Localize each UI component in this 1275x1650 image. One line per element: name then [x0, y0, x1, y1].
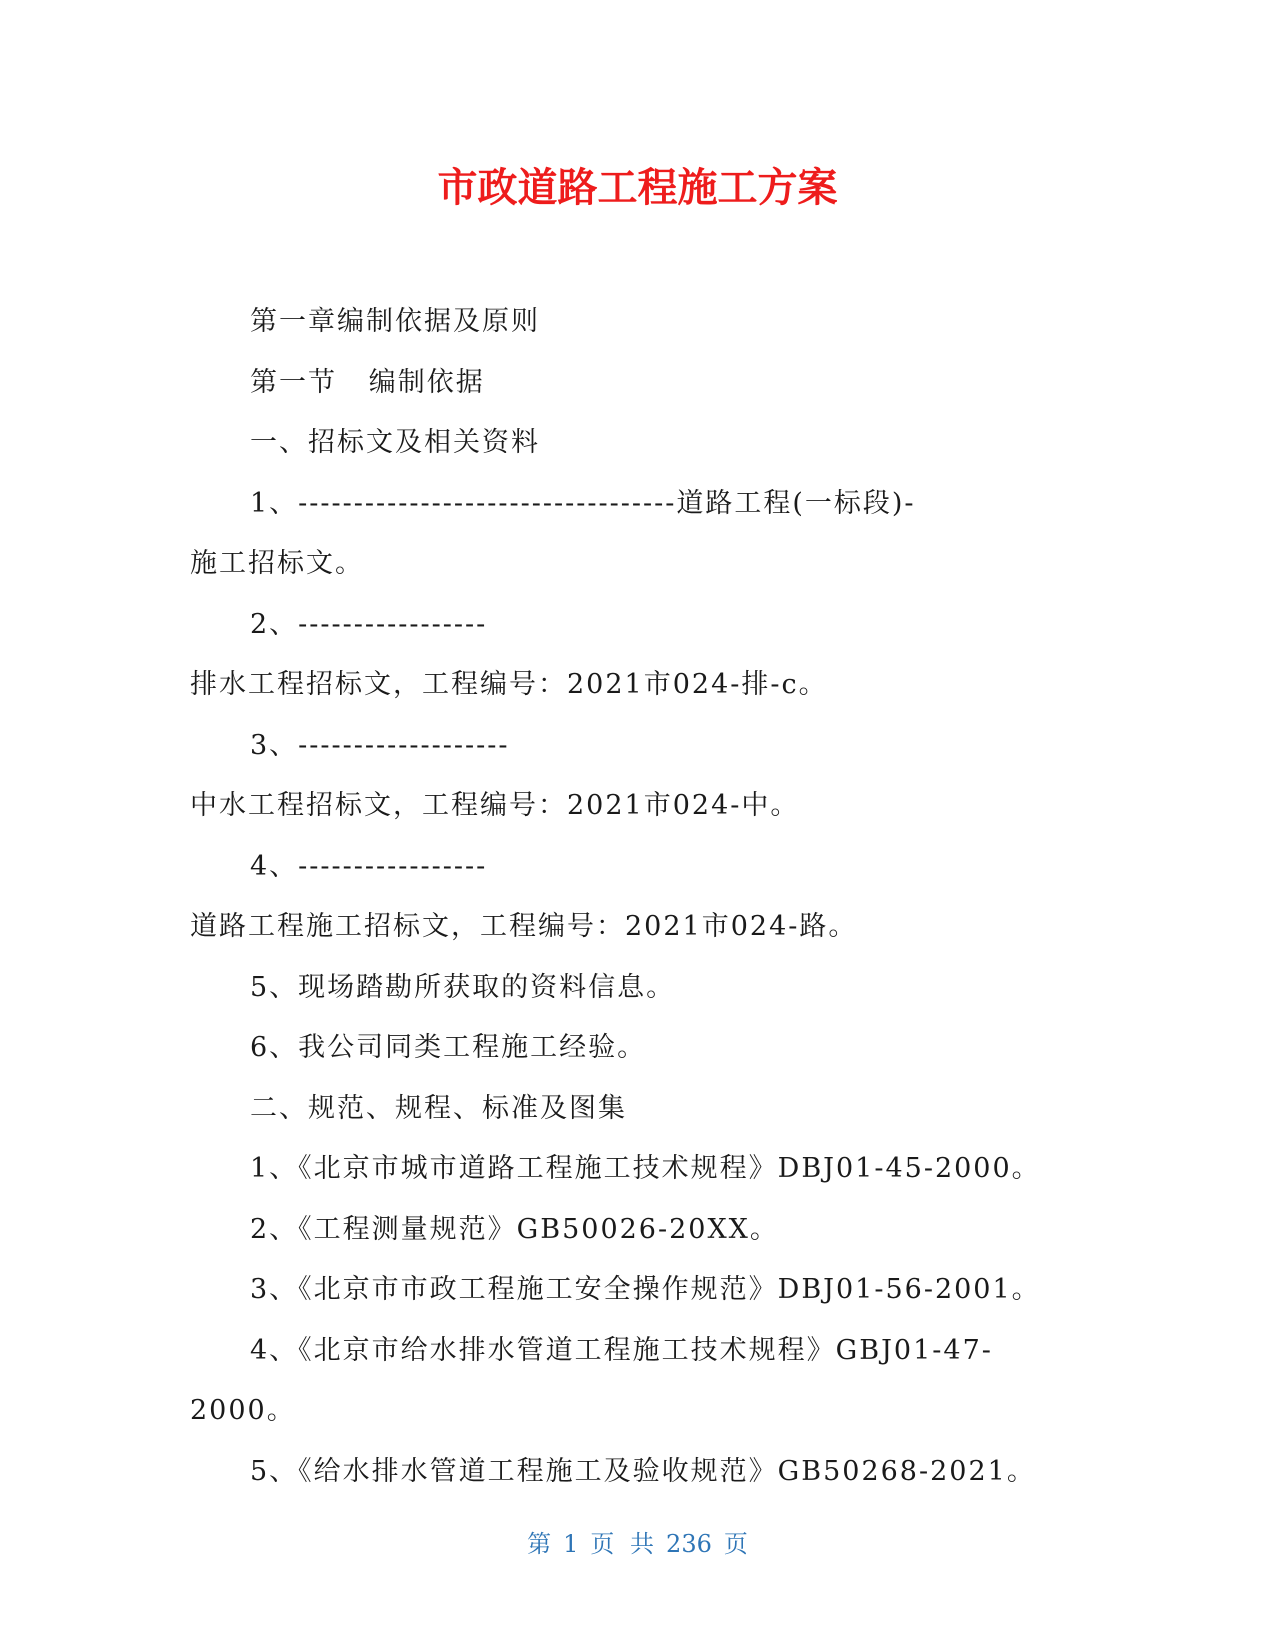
page-footer [0, 1528, 1275, 1560]
list-item: 5、《给水排水管道工程施工及验收规范》GB50268-2021。 [250, 1455, 1036, 1487]
list-item-continuation: 排水工程招标文，工程编号：2021市024-排-c。 [190, 669, 828, 700]
list-item: 3、《北京市市政工程施工安全操作规范》DBJ01-56-2001。 [250, 1274, 1041, 1305]
list-item: 1、----------------------------------道路工程(一标段)- [250, 487, 916, 519]
chapter-heading: 第一章编制依据及原则 [250, 306, 540, 337]
document-title: 市政道路工程施工方案 [437, 165, 838, 211]
subsection-heading: 二、规范、规程、标准及图集 [250, 1092, 627, 1124]
list-item: 2、《工程测量规范》GB50026-20XX。 [250, 1213, 779, 1245]
total-pages-number: 236 [666, 1530, 712, 1558]
list-item: 2、----------------- [250, 608, 488, 640]
list-item-continuation: 2000。 [190, 1395, 296, 1426]
list-item: 4、《北京市给水排水管道工程施工技术规程》GBJ01-47- [250, 1334, 993, 1366]
list-item: 3、------------------- [250, 729, 510, 761]
document-body [190, 292, 1090, 1502]
list-item-continuation: 道路工程施工招标文，工程编号：2021市024-路。 [190, 911, 858, 942]
page-label-suffix: 页 [723, 1530, 748, 1558]
section-heading: 第一节 编制依据 [250, 366, 485, 398]
subsection-heading: 一、招标文及相关资料 [250, 427, 540, 458]
list-item: 6、我公司同类工程施工经验。 [250, 1032, 647, 1063]
page-label-mid: 页 共 [590, 1530, 655, 1558]
list-item: 4、----------------- [250, 850, 488, 882]
list-item-continuation: 施工招标文。 [190, 548, 364, 579]
list-item-continuation: 中水工程招标文，工程编号：2021市024-中。 [190, 790, 800, 821]
list-item: 1、《北京市城市道路工程施工技术规程》DBJ01-45-2000。 [250, 1153, 1041, 1184]
list-item: 5、现场踏勘所获取的资料信息。 [250, 971, 676, 1003]
current-page-number: 1 [563, 1530, 579, 1558]
page-label-prefix: 第 [527, 1530, 552, 1558]
